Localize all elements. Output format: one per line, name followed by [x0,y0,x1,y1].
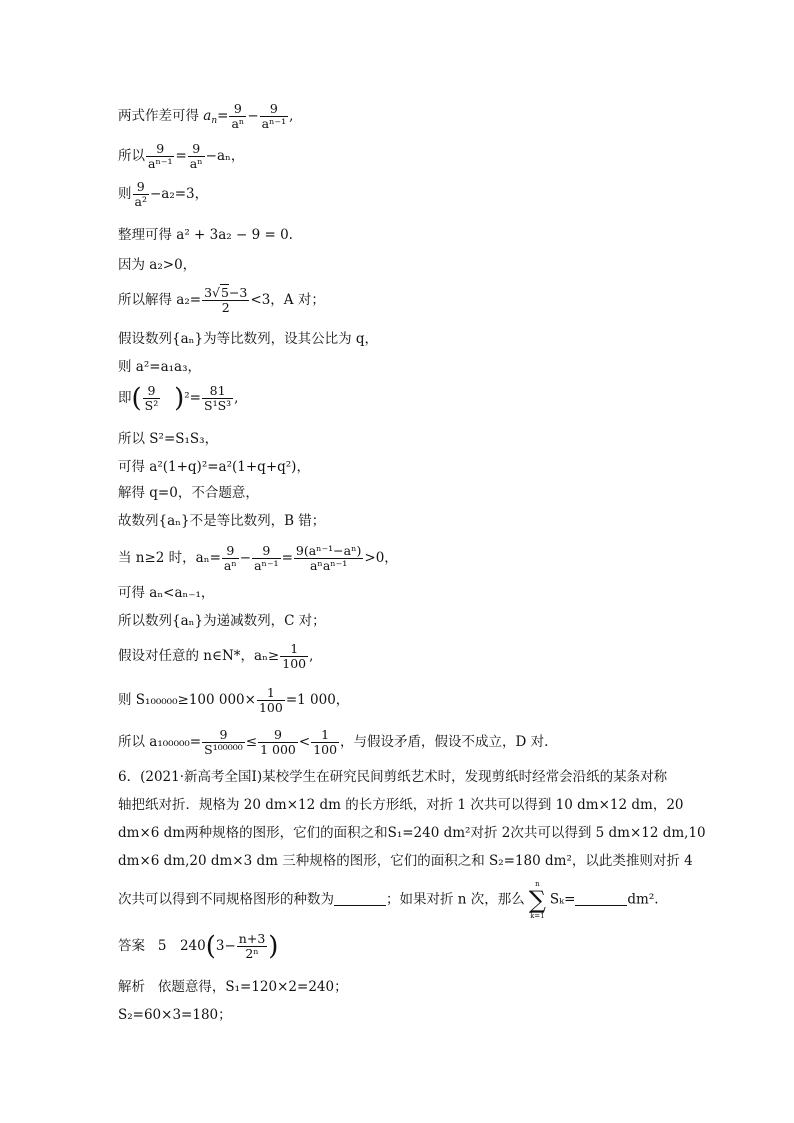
fraction: $\frac{1}{100}$ [313,727,338,757]
fraction: $\frac{9}{\text{S¹⁰⁰⁰⁰⁰}}$ [204,727,243,757]
fraction: $\frac{9}{1 000}$ [260,727,296,757]
solution-line-11: 可得 a²(1+q)²=a²(1+q+q²)， [118,459,310,475]
fraction: $\frac{81}{\text{S¹S³}}$ [204,383,232,413]
answer-line: 答案 5 240(3− $\frac{n+3}{\text{2ⁿ}}$ ) [118,931,279,962]
text: 依题意得，S₁=120×2=240； [157,979,348,995]
solution-line-13: 故数列{aₙ}不是等比数列，B 错； [118,513,326,529]
analysis-label: 解析 [118,979,145,995]
solution-line-1: 两式作差可得 $a_n=$ $\frac{9}{\text{aⁿ}}$ − $\frac{9}{\text{aⁿ⁻¹}}$ , [118,101,294,131]
fraction: $\frac{9}{\text{aⁿ⁻¹}}$ [261,101,287,131]
fraction: $\frac{\text{9(aⁿ⁻¹−aⁿ)}}{\text{aⁿaⁿ⁻¹}}$ [295,543,362,573]
answer-blank [334,893,386,906]
problem-line-2: 轴把纸对折．规格为 20 dm×12 dm 的长方形纸，对折 1 次共可以得到 10 dm×12 dm，20 [118,797,684,813]
fraction: $\frac{9}{\text{aⁿ⁻¹}}$ [148,141,173,171]
fraction: $\frac{9}{\text{S²}}$ [144,383,159,413]
problem-line-3: dm×6 dm两种规格的图形，它们的面积之和S₁=240 dm²对折 2次共可以得到 5 dm×12 dm,10 [118,825,706,841]
solution-line-9: 即( $\frac{9}{\text{S²}}$ )²= $\frac{81}{\text{S¹S³}}$ , [118,383,239,414]
solution-line-6: 所以解得 a₂= $\frac{3√5-3}{2}$ <3，A 对； [118,285,325,315]
fraction: $\frac{1}{100}$ [282,641,307,671]
solution-line-2: 所以 $\frac{9}{\text{aⁿ⁻¹}}$ = $\frac{9}{\text{aⁿ}}$ −aₙ， [118,141,245,171]
solution-line-19: 所以 a₁₀₀₀₀₀= $\frac{9}{\text{S¹⁰⁰⁰⁰⁰}}$ ≤ $\frac{9}{1 000}$ < $\frac{1}{100}$ ，与假设矛盾，假设不成立，D 对. [118,727,549,757]
text: 所以解得 a₂= [118,292,202,308]
solution-line-16: 所以数列{aₙ}为递减数列，C 对； [118,613,326,629]
analysis-line-1 [118,978,348,996]
text: 当 n≥2 时，aₙ= [118,550,221,566]
text: 则 S₁₀₀₀₀₀≥100 000× [118,692,256,708]
problem-line-5 [118,880,659,920]
summation-symbol: n ∑ k=1 [528,880,546,920]
text: 次共可以得到不同规格图形的种数为 [118,891,334,908]
solution-line-5: 因为 a₂>0， [118,257,197,273]
text: 所以 a₁₀₀₀₀₀= [118,734,202,750]
solution-line-10: 所以 S²=S₁S₃， [118,431,219,447]
text: 两式作差可得 [118,108,204,124]
text: 则 [118,186,132,202]
text: dm². [627,891,659,908]
problem-line-4: dm×6 dm,20 dm×3 dm 三种规格的图形，它们的面积之和 S₂=180 dm²，以此类推则对折 4 [118,853,693,869]
answer-label: 答案 [118,938,145,954]
analysis-line-2: S₂=60×3=180； [118,1007,232,1023]
fraction: $\frac{9}{\text{aⁿ}}$ [189,141,203,171]
solution-line-7: 假设数列{aₙ}为等比数列，设其公比为 q， [118,331,378,347]
answer-value: 5 240 [157,938,206,954]
fraction: $\frac{1}{100}$ [258,685,283,715]
solution-line-12: 解得 q=0，不合题意， [118,485,259,501]
problem-line-1: 6．(2021·新高考全国Ⅰ)某校学生在研究民间剪纸艺术时，发现剪纸时经常会沿纸的某条对称 [118,769,668,785]
text: ；如果对折 n 次，那么 [386,891,525,908]
fraction: $\frac{n+3}{\text{2ⁿ}}$ [238,931,266,961]
text: 所以 [118,148,145,164]
solution-line-4: 整理可得 a² + 3a₂ − 9 = 0. [118,227,293,243]
solution-line-14: 当 n≥2 时，aₙ= $\frac{9}{\text{aⁿ}}$ − $\frac{9}{\text{aⁿ⁻¹}}$ = $\frac{\text{9(aⁿ⁻¹−aⁿ)}}{\text{aⁿaⁿ⁻¹}}$ >0， [118,543,398,573]
text: 假设对任意的 n∈N*，aₙ≥ [118,648,280,664]
solution-line-3: 则 $\frac{9}{\text{a²}}$ −a₂=3， [118,179,209,209]
solution-line-17: 假设对任意的 n∈N*，aₙ≥ $\frac{1}{100}$ , [118,641,314,671]
answer-blank [575,893,627,906]
fraction: $\frac{9}{\text{aⁿ}}$ [223,543,237,573]
fraction: $\frac{3√5-3}{2}$ [204,285,248,315]
solution-line-18: 则 S₁₀₀₀₀₀≥100 000× $\frac{1}{100}$ =1 000， [118,685,350,715]
fraction: $\frac{9}{\text{a²}}$ [134,179,147,209]
fraction: $\frac{9}{\text{aⁿ}}$ [231,101,245,131]
fraction: $\frac{9}{\text{aⁿ⁻¹}}$ [254,543,279,573]
text: 即 [118,390,132,406]
text: Sₖ= [549,891,576,908]
solution-line-8: 则 a²=a₁a₃， [118,359,201,375]
solution-line-15: 可得 aₙ<aₙ₋₁， [118,585,215,601]
